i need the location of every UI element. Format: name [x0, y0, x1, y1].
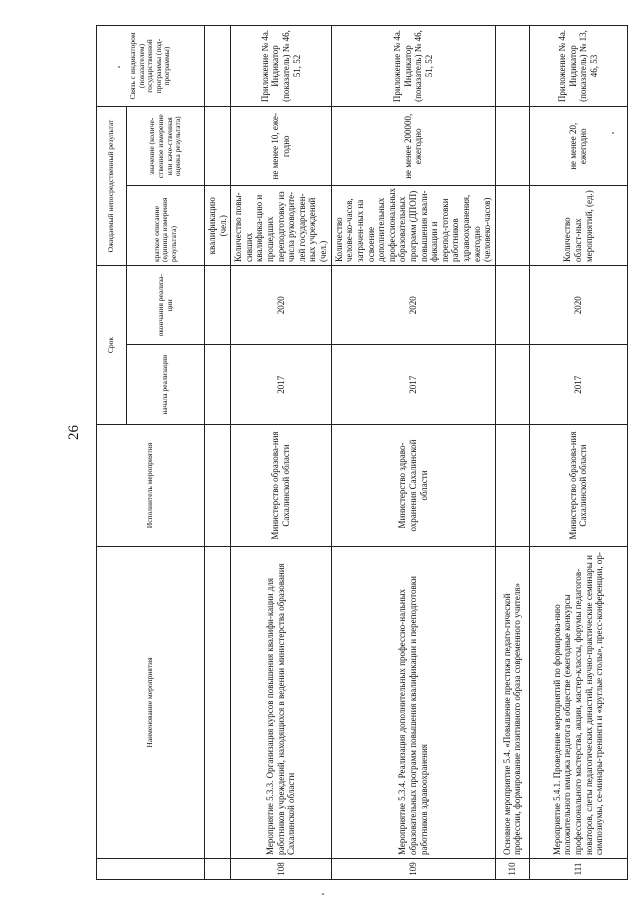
measure-executor	[495, 425, 529, 547]
measure-start: 2017	[331, 345, 495, 425]
header-num	[97, 859, 205, 880]
row-number: 110	[495, 859, 529, 880]
measure-end: 2020	[331, 266, 495, 346]
carry-over-row	[205, 26, 231, 880]
header-expected-result: Ожидаемый непосредственный результат	[97, 107, 127, 266]
measure-value	[495, 107, 529, 187]
measure-value: не менее 10, еже-годно	[231, 107, 331, 187]
measure-name: Основное мероприятие 5.4. «Повышение престижа педаго-гической профессии, формирование позитивного образа современного учителя»	[495, 547, 529, 859]
header-short-desc: краткое описание (единица измерения результата)	[127, 186, 205, 266]
measure-result: Количество повы-сивших квалифика-цию и прошедших переподготовку из числа руководите-лей государствен-ных учреждений (чел.)	[231, 186, 331, 266]
measure-link: Приложение № 4а. Индикатор (показатель) № 46, 51, 52	[331, 26, 495, 107]
header-link: Связь с индикатором (показателем) государственной программы (под-программы)	[97, 26, 205, 107]
page-number: 26	[66, 425, 82, 440]
scan-speck	[322, 893, 324, 895]
table-row	[231, 26, 331, 880]
measure-value: не менее 200000, ежегодно	[331, 107, 495, 187]
measure-link: Приложение № 4а. Индикатор (показатель) № 46, 51, 52	[231, 26, 331, 107]
rotated-table-wrapper	[96, 25, 616, 880]
header-value: значение (количе-ственное измерение или каче-ственная оценка результата)	[127, 107, 205, 187]
measure-value: не менее 20, ежегодно	[529, 107, 627, 187]
scan-speck	[118, 66, 120, 68]
row-number: 111	[529, 859, 627, 880]
measure-link	[495, 26, 529, 107]
carry-over-desc: квалификацию (чел.)	[205, 186, 231, 266]
measure-start	[495, 345, 529, 425]
table-row	[529, 26, 627, 880]
measures-table	[96, 25, 628, 880]
header-start: начала реализации	[127, 345, 205, 425]
header-name: Наименование мероприятия	[97, 547, 205, 859]
measure-start: 2017	[231, 345, 331, 425]
measure-executor: Министерство образова-ния Сахалинской области	[529, 425, 627, 547]
measure-start: 2017	[529, 345, 627, 425]
measure-executor: Министерство здраво-охранения Сахалинской области	[331, 425, 495, 547]
measure-result: Количество челове-ко-часов, затрачен-ных на освоение дополнительных профессиональных образовательных программ (ДПОП) повышения квали-фикации и перепод-готовки работников здравоохранения, ежегодно (человеко-часов)	[331, 186, 495, 266]
measure-end: 2020	[231, 266, 331, 346]
header-period: Срок	[97, 266, 127, 425]
header-row-1	[97, 26, 127, 880]
measure-end: 2020	[529, 266, 627, 346]
measure-executor: Министерство образова-ния Сахалинской области	[231, 425, 331, 547]
scan-speck	[612, 132, 614, 134]
header-end: окончания реализа-ции	[127, 266, 205, 346]
measure-end	[495, 266, 529, 346]
header-executor: Исполнитель мероприятия	[97, 425, 205, 547]
measure-result: Количество област-ных мероприятий, (ед.)	[529, 186, 627, 266]
row-number: 108	[231, 859, 331, 880]
measure-name: Мероприятие 5.4.1. Проведение мероприятий по формирова-нию положительного имиджа педагога в обществе (ежегодные конкурсы профессионального мастерства, акции, мастер-классы, форумы педагогов-новаторов, слеты педагогических династий, научно-практические семинары и симпозиумы, се-минары-тренинги и «круглые столы», пресс-конференции, ор-	[529, 547, 627, 859]
measure-result	[495, 186, 529, 266]
measure-link: Приложение № 4а. Индикатор (показатель) № 13, 46, 53	[529, 26, 627, 107]
measure-name: Мероприятие 5.3.4. Реализация дополнительных профессио-нальных образовательных программ повышения квалификации и переподготовки работников здравоохранения	[331, 547, 495, 859]
measure-name: Мероприятие 5.3.3. Организация курсов повышения квалифи-кации для работников учреждений, находящихся в ведении министерства образования Сахалинской области	[231, 547, 331, 859]
table-row	[495, 26, 529, 880]
row-number: 109	[331, 859, 495, 880]
table-row	[331, 26, 495, 880]
